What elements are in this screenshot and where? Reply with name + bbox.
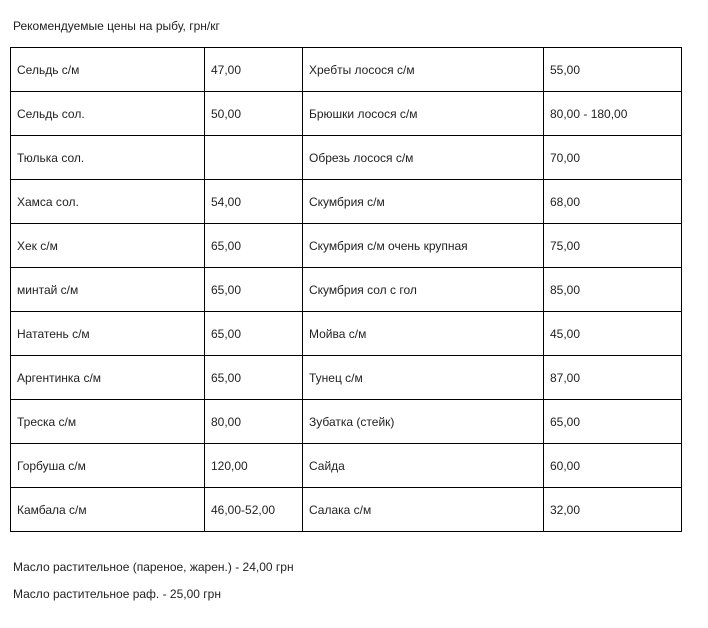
price-cell: 50,00 (205, 92, 303, 136)
price-cell: 80,00 (205, 400, 303, 444)
fish-name-cell: Аргентинка с/м (11, 356, 205, 400)
fish-name-cell: Хамса сол. (11, 180, 205, 224)
price-cell: 47,00 (205, 48, 303, 92)
table-row (11, 136, 682, 180)
price-table-body (11, 48, 682, 532)
note-oil-refined: Масло растительное раф. - 25,00 грн (13, 587, 221, 601)
fish-name-cell: Салака с/м (303, 488, 544, 532)
fish-name-cell: Зубатка (стейк) (303, 400, 544, 444)
table-row (11, 48, 682, 92)
price-cell: 32,00 (544, 488, 682, 532)
price-cell: 54,00 (205, 180, 303, 224)
fish-name-cell: Горбуша с/м (11, 444, 205, 488)
fish-name-cell: Скумбрия сол с гол (303, 268, 544, 312)
price-cell: 85,00 (544, 268, 682, 312)
price-cell: 46,00-52,00 (205, 488, 303, 532)
table-row (11, 312, 682, 356)
table-row (11, 488, 682, 532)
fish-name-cell: Скумбрия с/м очень крупная (303, 224, 544, 268)
price-cell: 65,00 (205, 224, 303, 268)
fish-name-cell: Хребты лосося с/м (303, 48, 544, 92)
table-row (11, 444, 682, 488)
fish-name-cell: Сельдь с/м (11, 48, 205, 92)
fish-name-cell: Сайда (303, 444, 544, 488)
fish-name-cell: Сельдь сол. (11, 92, 205, 136)
price-cell: 65,00 (205, 356, 303, 400)
table-row (11, 180, 682, 224)
fish-name-cell: Нататень с/м (11, 312, 205, 356)
price-cell: 120,00 (205, 444, 303, 488)
fish-name-cell: Хек с/м (11, 224, 205, 268)
table-row (11, 356, 682, 400)
price-cell: 45,00 (544, 312, 682, 356)
price-cell: 80,00 - 180,00 (544, 92, 682, 136)
fish-name-cell: Тунец с/м (303, 356, 544, 400)
page-title: Рекомендуемые цены на рыбу, грн/кг (13, 19, 220, 33)
price-cell: 65,00 (205, 312, 303, 356)
price-cell: 65,00 (544, 400, 682, 444)
note-oil-pressed: Масло растительное (пареное, жарен.) - 24,00 грн (13, 560, 294, 574)
table-row (11, 400, 682, 444)
table-row (11, 268, 682, 312)
price-cell: 87,00 (544, 356, 682, 400)
fish-name-cell: Тюлька сол. (11, 136, 205, 180)
price-cell: 70,00 (544, 136, 682, 180)
price-cell: 60,00 (544, 444, 682, 488)
price-cell (205, 136, 303, 180)
table-row (11, 224, 682, 268)
fish-name-cell: Скумбрия с/м (303, 180, 544, 224)
price-cell: 75,00 (544, 224, 682, 268)
fish-name-cell: Обрезь лосося с/м (303, 136, 544, 180)
fish-name-cell: Брюшки лосося с/м (303, 92, 544, 136)
fish-name-cell: Камбала с/м (11, 488, 205, 532)
table-row (11, 92, 682, 136)
price-cell: 65,00 (205, 268, 303, 312)
price-cell: 55,00 (544, 48, 682, 92)
fish-name-cell: Треска с/м (11, 400, 205, 444)
fish-name-cell: минтай с/м (11, 268, 205, 312)
price-table (10, 47, 682, 532)
price-cell: 68,00 (544, 180, 682, 224)
fish-name-cell: Мойва с/м (303, 312, 544, 356)
